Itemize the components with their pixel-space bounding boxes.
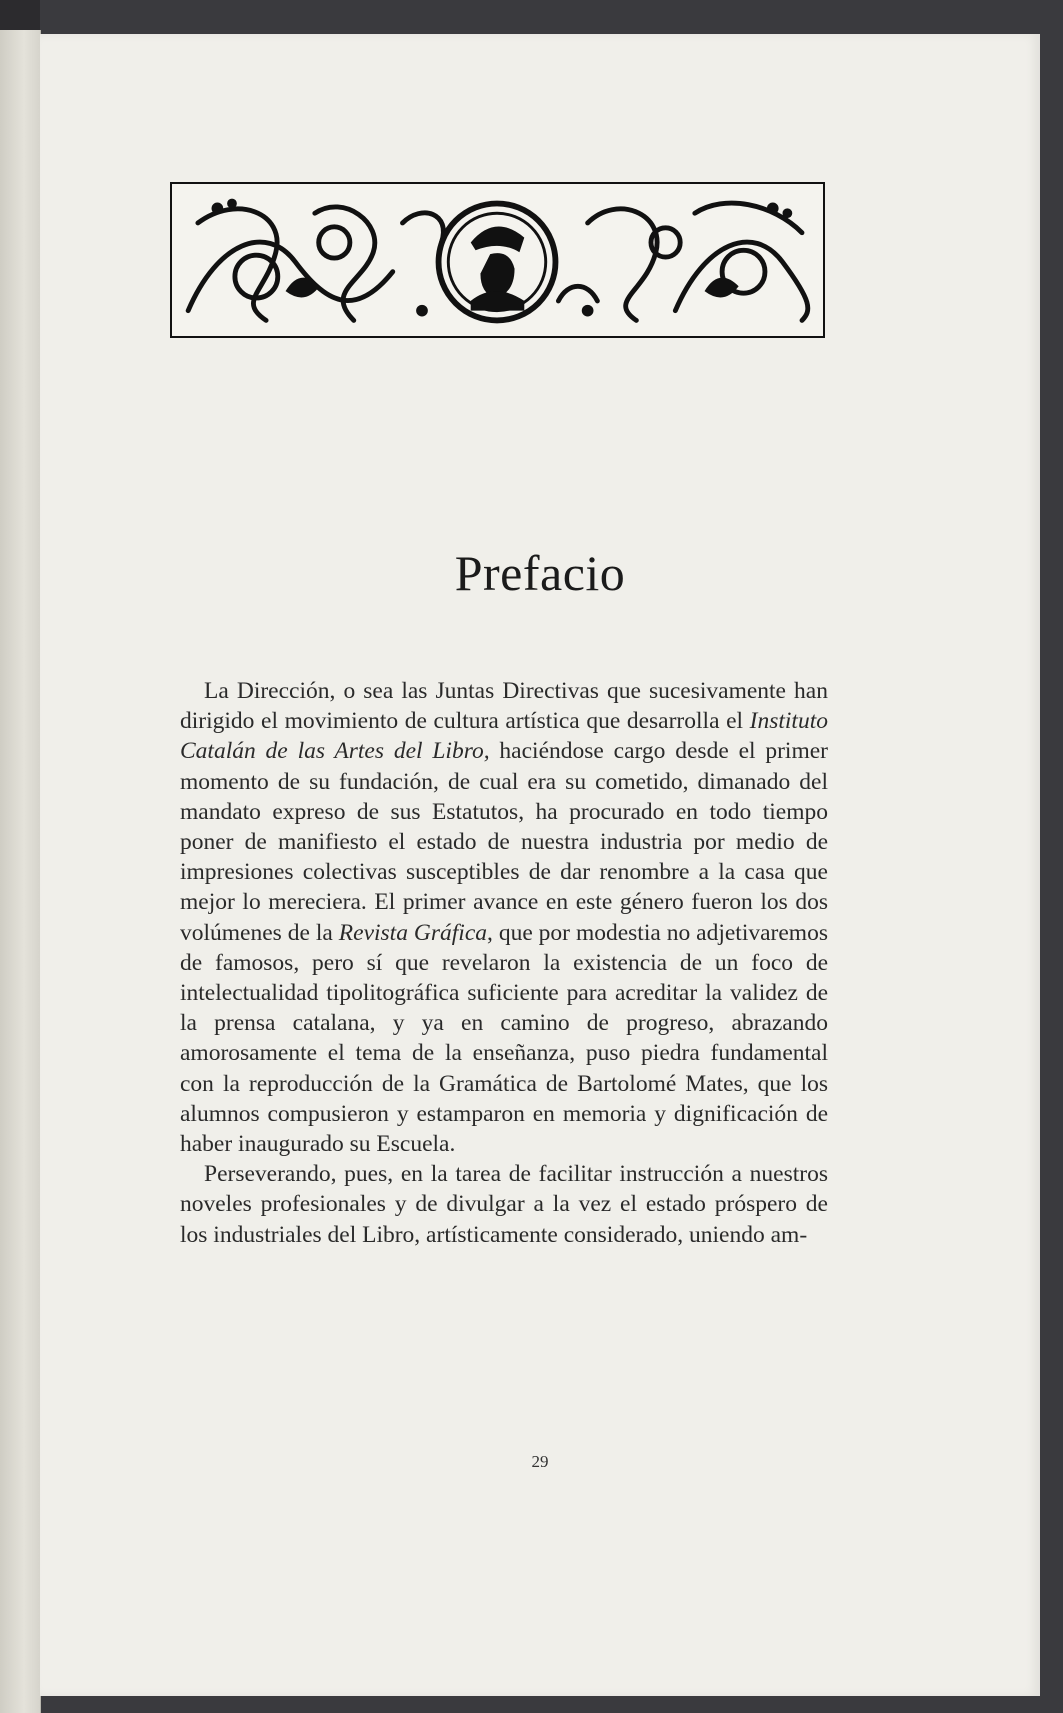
paragraph bbox=[180, 1159, 828, 1250]
italic-text: Instituto Catalán de las Artes del Libro, bbox=[180, 708, 828, 765]
text-run: La Dirección, o sea las Juntas Directivas que sucesivamente han dirigido el movimiento de cultura artística que desarrolla el bbox=[180, 678, 828, 735]
page-number: 29 bbox=[531, 1452, 549, 1471]
text-run: Perseverando, pues, en la tarea de facilitar instrucción a nuestros noveles profesionales y de divulgar a la vez el estado próspero de los industriales del Libro, artísticamente considerado, uniendo am- bbox=[180, 1161, 828, 1248]
book-page bbox=[40, 34, 1040, 1696]
italic-text: Revista Gráfica bbox=[338, 919, 487, 946]
text-run: haciéndose cargo desde el primer momento de su fundación, de cual era su cometido, dimanado del mandato expreso de sus Estatutos, ha procurado en todo tiempo poner de manifiesto el estado de nuestra industria por medio de impresiones colectivas susceptibles de dar renombre a la casa que mejor lo mereciera. El primer avance en este género fueron los dos volúmenes de la bbox=[180, 738, 828, 946]
ornament-icon bbox=[172, 184, 823, 336]
chapter-title: Prefacio bbox=[454, 545, 626, 601]
paragraph bbox=[180, 676, 828, 1159]
text-run: , que por modestia no adjetivaremos de famosos, pero sí que revelaron la existencia de un foco de intelectualidad tipolitográfica suficiente para acreditar la validez de la prensa catalana, y ya en camino de progreso, abrazando amorosamente el tema de la enseñanza, puso piedra fundamental con la reproducción de la Gramática de Bartolomé Mates, que los alumnos compusieron y estamparon en memoria y dignificación de haber inaugurado su Escuela. bbox=[180, 919, 828, 1158]
ornamental-headpiece bbox=[170, 182, 825, 338]
body-text bbox=[180, 676, 828, 1250]
book-gutter bbox=[0, 30, 41, 1713]
